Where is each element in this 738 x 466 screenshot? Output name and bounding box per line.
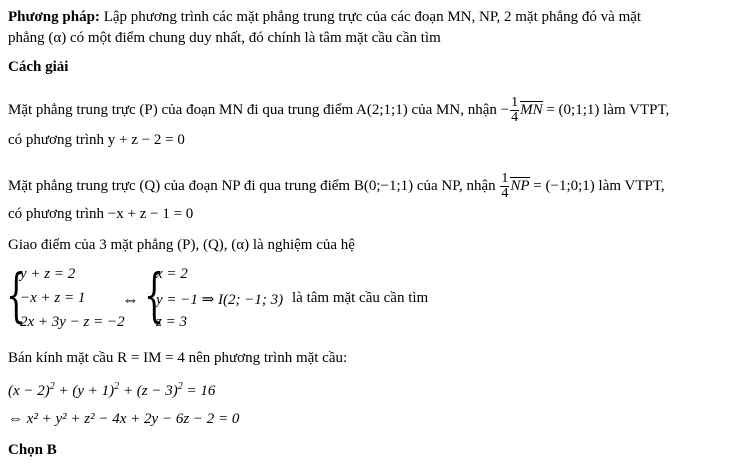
plane-q-equation: có phương trình −x + z − 1 = 0: [8, 206, 194, 222]
sphere-term-3: + (z − 3): [119, 383, 178, 399]
plane-p-text: Mặt phẳng trung trực (P) của đoạn MN đi qua trung điểm A(2;1;1) của MN, nhận: [8, 101, 497, 118]
plane-q-tail: làm VTPT,: [598, 177, 665, 194]
method-line-1: [8, 8, 641, 26]
method-line-2: phẳng (α) có một điểm chung duy nhất, đó chính là tâm mặt cầu cần tìm: [8, 30, 441, 46]
plane-p-equation: có phương trình y + z − 2 = 0: [8, 132, 185, 148]
sphere-equation-1: [8, 382, 215, 400]
plane-q-vector: NP: [510, 177, 530, 194]
radius-text: Bán kính mặt cầu R = IM = 4 nên phương trình mặt cầu:: [8, 350, 348, 366]
plane-p-frac-num: 1: [511, 95, 519, 110]
sphere-exp-2: 2: [114, 381, 120, 392]
plane-q-line: [8, 172, 665, 201]
intersection-text: Giao điểm của 3 mặt phẳng (P), (Q), (α) là nghiệm của hệ: [8, 237, 355, 253]
center-text: là tâm mặt cầu cần tìm: [292, 290, 429, 306]
system-right-row-3: z = 3: [156, 314, 187, 330]
sphere-exp-1: 2: [49, 381, 55, 392]
system-left-row-3: 2x + 3y − z = −2: [20, 314, 125, 330]
sphere-term-2: + (y + 1): [54, 383, 115, 399]
plane-p-vector-value: = (0;1;1): [546, 101, 600, 118]
plane-q-frac-den: 4: [501, 186, 509, 201]
right-brace: {: [144, 261, 165, 329]
plane-p-fraction: [510, 96, 519, 125]
plane-q-vector-value: = (−1;0;1): [533, 177, 595, 194]
plane-p-tail: làm VTPT,: [603, 101, 670, 118]
sphere-term-1: (x − 2): [8, 383, 50, 399]
sphere-rhs: = 16: [182, 383, 216, 399]
plane-p-minus: −: [500, 101, 510, 118]
solution-label: Cách giải: [8, 59, 69, 75]
system-block: [6, 262, 706, 334]
method-text-1: Lập phương trình các mặt phẳng trung trực của các đoạn MN, NP, 2 mặt phẳng đó và mặt: [103, 9, 642, 25]
system-right-row-2: y = −1 ⇒ I(2; −1; 3): [156, 292, 284, 308]
left-brace: {: [6, 261, 27, 329]
sphere-equation-2: ⇔ x² + y² + z² − 4x + 2y − 6z − 2 = 0: [8, 411, 240, 427]
plane-q-text: Mặt phẳng trung trực (Q) của đoạn NP đi qua trung điểm B(0;−1;1) của NP, nhận: [8, 177, 496, 194]
equiv-symbol: ⇔: [122, 290, 139, 309]
plane-p-line: [8, 96, 669, 125]
plane-q-frac-num: 1: [501, 171, 509, 186]
method-label: Phương pháp:: [8, 9, 100, 25]
system-left-row-1: y + z = 2: [20, 266, 76, 282]
plane-p-frac-den: 4: [511, 110, 519, 125]
system-right-row-1: x = 2: [156, 266, 188, 282]
answer: Chọn B: [8, 442, 57, 458]
system-left-row-2: −x + z = 1: [20, 290, 86, 306]
plane-q-fraction: [500, 172, 509, 201]
plane-p-vector: MN: [520, 101, 543, 118]
sphere-exp-3: 2: [177, 381, 183, 392]
